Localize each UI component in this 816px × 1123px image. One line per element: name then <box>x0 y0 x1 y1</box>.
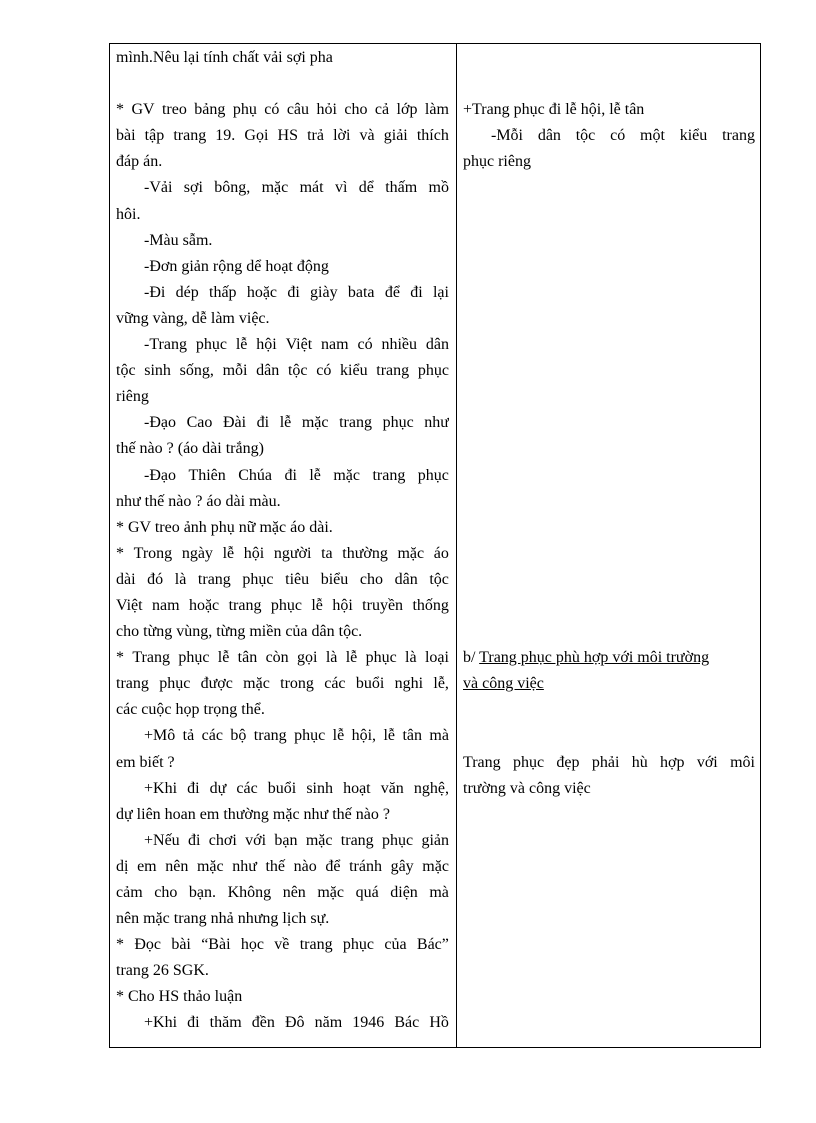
right-line: phục riêng <box>463 153 531 171</box>
right-line <box>463 515 755 541</box>
right-line <box>463 358 755 384</box>
left-line: đáp án. <box>116 153 163 171</box>
left-line: em biết ? <box>116 753 175 771</box>
right-line <box>463 436 755 462</box>
left-line: cảm cho bạn. Không nên mặc quá diện mà <box>116 884 449 901</box>
right-line <box>463 306 755 332</box>
right-line: +Trang phục đi lễ hội, lễ tân <box>463 101 645 119</box>
left-line: * GV treo ảnh phụ nữ mặc áo dài. <box>116 518 333 536</box>
right-line <box>463 463 755 489</box>
right-line <box>463 697 755 723</box>
left-line: -Đơn giản rộng dể hoạt động <box>144 257 329 275</box>
right-line <box>463 254 755 280</box>
left-line: tộc sinh sống, mỗi dân tộc có kiểu trang phục <box>116 362 449 380</box>
right-line <box>463 567 755 593</box>
left-line: bài tập trang 19. Gọi HS trả lời và giải thích <box>116 127 449 145</box>
left-line: * Cho HS thảo luận <box>116 988 243 1006</box>
right-line <box>463 619 755 645</box>
left-line <box>116 71 449 97</box>
left-line: +Nếu đi chơi với bạn mặc trang phục giản <box>144 831 449 849</box>
right-line <box>463 71 755 97</box>
right-line <box>463 489 755 515</box>
right-line <box>463 541 755 567</box>
right-line <box>463 723 755 749</box>
left-line: +Mô tả các bộ trang phục lễ hội, lễ tân mà <box>144 727 449 745</box>
left-line: * Trong ngày lễ hội người ta thường mặc áo <box>116 544 449 562</box>
lesson-table <box>109 43 761 1048</box>
left-line: trang phục được mặc trong các buổi nghi lễ, <box>116 675 449 693</box>
right-line <box>463 280 755 306</box>
left-line: * Đọc bài “Bài học về trang phục của Bác” <box>116 936 449 954</box>
left-line: hôi. <box>116 205 141 223</box>
right-line <box>463 45 755 71</box>
left-line: mình.Nêu lại tính chất vải sợi pha <box>116 49 333 66</box>
right-line: b/ Trang phục phù hợp với môi trường <box>463 649 710 667</box>
left-line: trang 26 SGK. <box>116 962 209 980</box>
left-line: vững vàng, dễ làm việc. <box>116 309 270 327</box>
left-line: +Khi đi dự các buổi sinh hoạt văn nghệ, <box>144 779 449 797</box>
right-line <box>463 228 755 254</box>
left-line: như thế nào ? áo dài màu. <box>116 492 281 510</box>
right-line <box>463 410 755 436</box>
right-line: -Mỗi dân tộc có một kiểu trang <box>491 127 755 145</box>
right-line <box>463 202 755 228</box>
left-line: -Vải sợi bông, mặc mát vì dể thấm mồ <box>144 179 449 197</box>
left-line: riêng <box>116 388 149 406</box>
left-line: -Màu sẫm. <box>144 231 213 249</box>
left-line: các cuộc họp trọng thể. <box>116 701 265 719</box>
teacher-activities-column <box>116 45 449 1037</box>
right-line <box>463 175 755 201</box>
right-line <box>463 593 755 619</box>
left-line: dị em nên mặc như thế nào để tránh gây mặc <box>116 857 449 875</box>
right-line <box>463 332 755 358</box>
left-line: dự liên hoan em thường mặc như thế nào ? <box>116 805 390 823</box>
left-line: * Trang phục lễ tân còn gọi là lễ phục là loại <box>116 649 449 667</box>
left-line: Việt nam hoặc trang phục lễ hội truyền thống <box>116 596 449 614</box>
right-line <box>463 384 755 410</box>
left-line: +Khi đi thăm đền Đô năm 1946 Bác Hồ <box>144 1014 449 1032</box>
left-line: -Trang phục lễ hội Việt nam có nhiều dân <box>144 336 449 354</box>
left-line: -Đi dép thấp hoặc đi giày bata để đi lại <box>144 283 449 301</box>
content-notes-column <box>463 45 755 802</box>
right-line: Trang phục đẹp phải hù hợp với môi <box>463 753 755 771</box>
left-line: thế nào ? (áo dài trắng) <box>116 440 264 458</box>
right-line: trường và công việc <box>463 779 591 797</box>
left-line: dài đó là trang phục tiêu biểu cho dân tộc <box>116 570 449 588</box>
left-line: cho từng vùng, từng miền của dân tộc. <box>116 623 363 641</box>
right-line: và công việc <box>463 675 544 693</box>
left-line: * GV treo bảng phụ có câu hỏi cho cả lớp làm <box>116 101 449 119</box>
column-divider <box>456 44 457 1047</box>
left-line: -Đạo Thiên Chúa đi lễ mặc trang phục <box>144 466 449 484</box>
left-line: -Đạo Cao Đài đi lễ mặc trang phục như <box>144 414 449 432</box>
left-line: nên mặc trang nhả nhưng lịch sự. <box>116 910 330 928</box>
